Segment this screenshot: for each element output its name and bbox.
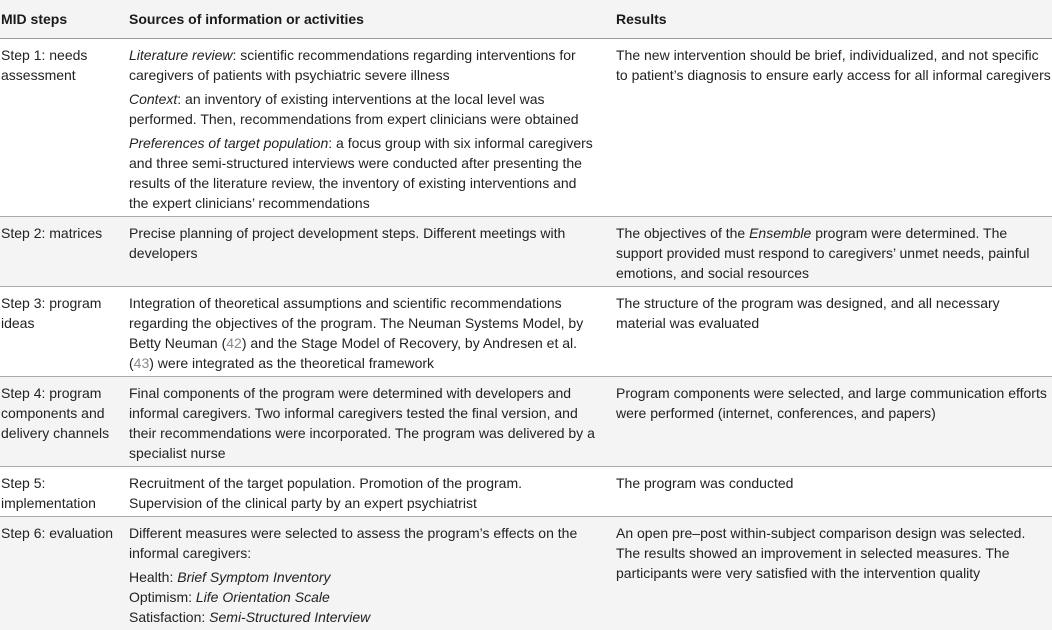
measure-name: Semi-Structured Interview: [209, 609, 370, 625]
source-paragraph: [129, 89, 596, 129]
source-text: : scientific recommendations regarding interventions for caregivers of patients with psychiatric severe illness: [129, 47, 576, 83]
table-row: [0, 39, 1052, 217]
sources-cell: [119, 39, 606, 217]
step-label: Step 4: program components and delivery channels: [0, 377, 119, 467]
header-results: Results: [606, 0, 1052, 39]
results-text: The objectives of the: [616, 225, 749, 241]
step-label: Step 3: program ideas: [0, 287, 119, 377]
source-text: : an inventory of existing interventions at the local level was performed. Then, recommendations from expert clinicians were obtained: [129, 91, 579, 127]
source-lead: Context: [129, 91, 177, 107]
results-text: program were determined. The support provided must respond to caregivers’ unmet needs, painful emotions, and social resources: [616, 225, 1030, 281]
measure-item: [129, 567, 596, 587]
results-cell: Program components were selected, and large communication efforts were performed (internet, conferences, and papers): [606, 377, 1052, 467]
measure-label: Optimism:: [129, 589, 196, 605]
table-row: [0, 517, 1052, 630]
sources-cell: Final components of the program were determined with developers and informal caregivers. Two informal caregivers tested the final version, and their recommendations were incorporated. The program was delivered by a specialist nurse: [119, 377, 606, 467]
results-cell: The new intervention should be brief, individualized, and not specific to patient’s diagnosis to ensure early access for all informal caregivers: [606, 39, 1052, 217]
reference-link[interactable]: 42: [226, 335, 242, 351]
measure-label: Health:: [129, 569, 177, 585]
header-row: [0, 0, 1052, 39]
source-lead: Literature review: [129, 47, 233, 63]
source-text: : a focus group with six informal caregivers and three semi-structured interviews were conducted after presenting the results of the literature review, the inventory of existing interventions and the expert clinicians’ recommendations: [129, 135, 593, 211]
source-paragraph: [129, 45, 596, 85]
sources-text: ) and the Stage Model of Recovery, by Andresen et al. (: [129, 335, 577, 371]
sources-intro: Different measures were selected to assess the program’s effects on the informal caregivers:: [129, 523, 596, 563]
source-lead: Preferences of target population: [129, 135, 328, 151]
results-cell: An open pre–post within-subject comparison design was selected. The results showed an improvement in selected measures. The participants were very satisfied with the intervention quality: [606, 517, 1052, 630]
measure-item: [129, 607, 596, 627]
sources-cell: [119, 287, 606, 377]
measure-label: Satisfaction:: [129, 609, 209, 625]
table-row: [0, 287, 1052, 377]
step-label: Step 6: evaluation: [0, 517, 119, 630]
sources-text: ) were integrated as the theoretical framework: [149, 355, 434, 371]
sources-text: Integration of theoretical assumptions and scientific recommendations regarding the objectives of the program. The Neuman Systems Model, by Betty Neuman (: [129, 295, 583, 351]
step-label: Step 5: implementation: [0, 467, 119, 517]
measure-name: Brief Symptom Inventory: [177, 569, 330, 585]
step-label: Step 1: needs assessment: [0, 39, 119, 217]
step-label: Step 2: matrices: [0, 217, 119, 287]
source-paragraph: [129, 133, 596, 213]
measure-item: [129, 587, 596, 607]
sources-cell: Precise planning of project development steps. Different meetings with developers: [119, 217, 606, 287]
header-sources: Sources of information or activities: [119, 0, 606, 39]
measure-name: Life Orientation Scale: [196, 589, 330, 605]
results-cell: The structure of the program was designed, and all necessary material was evaluated: [606, 287, 1052, 377]
program-name: Ensemble: [749, 225, 811, 241]
results-cell: [606, 217, 1052, 287]
sources-cell: [119, 517, 606, 630]
table-row: [0, 217, 1052, 287]
table-row: [0, 467, 1052, 517]
table-row: [0, 377, 1052, 467]
header-mid-steps: MID steps: [0, 0, 119, 39]
reference-link[interactable]: 43: [134, 355, 150, 371]
results-cell: The program was conducted: [606, 467, 1052, 517]
sources-cell: Recruitment of the target population. Promotion of the program. Supervision of the clinical party by an expert psychiatrist: [119, 467, 606, 517]
